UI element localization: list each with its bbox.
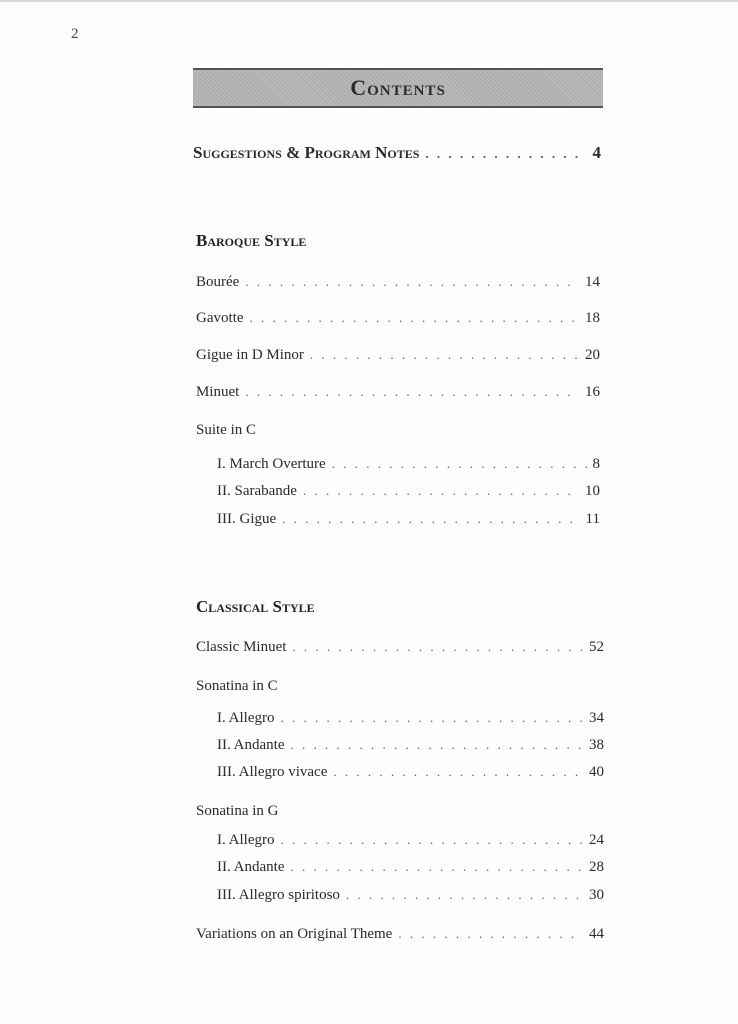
toc-page: 52	[589, 639, 604, 655]
toc-entry[interactable]	[217, 859, 604, 876]
leader-dots	[281, 832, 584, 848]
toc-label: III. Allegro vivace	[217, 764, 328, 780]
page-number: 2	[71, 26, 79, 42]
leader-dots	[292, 639, 583, 655]
toc-group-sonatina-in-c: Sonatina in C	[196, 678, 278, 694]
toc-entry[interactable]	[217, 511, 600, 528]
toc-label: I. Allegro	[217, 832, 275, 848]
toc-entry-suggestions[interactable]	[193, 143, 601, 163]
toc-entry[interactable]	[217, 483, 600, 500]
leader-dots	[346, 887, 583, 903]
toc-entry[interactable]	[196, 310, 600, 327]
leader-dots	[282, 511, 579, 527]
leader-dots	[398, 926, 583, 942]
toc-label: Bourée	[196, 274, 240, 290]
toc-entry[interactable]	[217, 456, 600, 473]
leader-dots	[245, 274, 579, 290]
leader-dots	[249, 310, 579, 326]
leader-dots	[245, 384, 579, 400]
page-top-edge	[0, 0, 738, 2]
toc-label: II. Andante	[217, 859, 285, 875]
toc-group-suite-in-c: Suite in C	[196, 422, 257, 438]
toc-label: Classic Minuet	[196, 639, 287, 655]
toc-page: 4	[592, 143, 601, 162]
toc-page: 38	[589, 737, 604, 753]
toc-page: 10	[585, 483, 600, 499]
toc-page: 8	[592, 456, 600, 472]
toc-label: Gigue in D Minor	[196, 347, 304, 363]
toc-label: Suggestions & Program Notes	[193, 143, 420, 162]
toc-entry[interactable]	[196, 384, 600, 401]
toc-label: Minuet	[196, 384, 240, 400]
toc-page: 11	[585, 511, 600, 527]
toc-page: 34	[589, 710, 604, 726]
toc-page: 40	[589, 764, 604, 780]
leader-dots	[290, 859, 583, 875]
toc-label: III. Allegro spiritoso	[217, 887, 340, 903]
toc-page: 14	[585, 274, 600, 290]
toc-page: 16	[585, 384, 600, 400]
toc-label: III. Gigue	[217, 511, 277, 527]
toc-page: 28	[589, 859, 604, 875]
leader-dots	[425, 146, 586, 162]
leader-dots	[303, 483, 579, 499]
toc-entry[interactable]	[196, 347, 600, 364]
toc-group-sonatina-in-g: Sonatina in G	[196, 803, 279, 819]
leader-dots	[310, 347, 579, 363]
toc-page: 30	[589, 887, 604, 903]
toc-label: Variations on an Original Theme	[196, 926, 393, 942]
toc-entry[interactable]	[217, 832, 604, 849]
toc-entry[interactable]	[217, 737, 604, 754]
toc-entry[interactable]	[217, 764, 604, 781]
toc-entry[interactable]	[217, 887, 604, 904]
toc-label: I. March Overture	[217, 456, 326, 472]
toc-label: I. Allegro	[217, 710, 275, 726]
toc-label: Gavotte	[196, 310, 244, 326]
leader-dots	[332, 456, 587, 472]
toc-page: 24	[589, 832, 604, 848]
toc-page: 18	[585, 310, 600, 326]
contents-title-banner	[193, 68, 603, 108]
leader-dots	[281, 710, 584, 726]
page-title: Contents	[350, 75, 446, 100]
section-heading-classical: Classical Style	[196, 597, 315, 616]
toc-entry[interactable]	[217, 710, 604, 727]
toc-label: II. Sarabande	[217, 483, 297, 499]
toc-entry-variations[interactable]	[196, 926, 604, 943]
toc-entry[interactable]	[196, 274, 600, 291]
leader-dots	[333, 764, 583, 780]
section-heading-baroque: Baroque Style	[196, 231, 307, 250]
toc-page: 44	[589, 926, 604, 942]
toc-page: 20	[585, 347, 600, 363]
leader-dots	[290, 737, 583, 753]
toc-entry[interactable]	[196, 639, 604, 656]
toc-label: II. Andante	[217, 737, 285, 753]
